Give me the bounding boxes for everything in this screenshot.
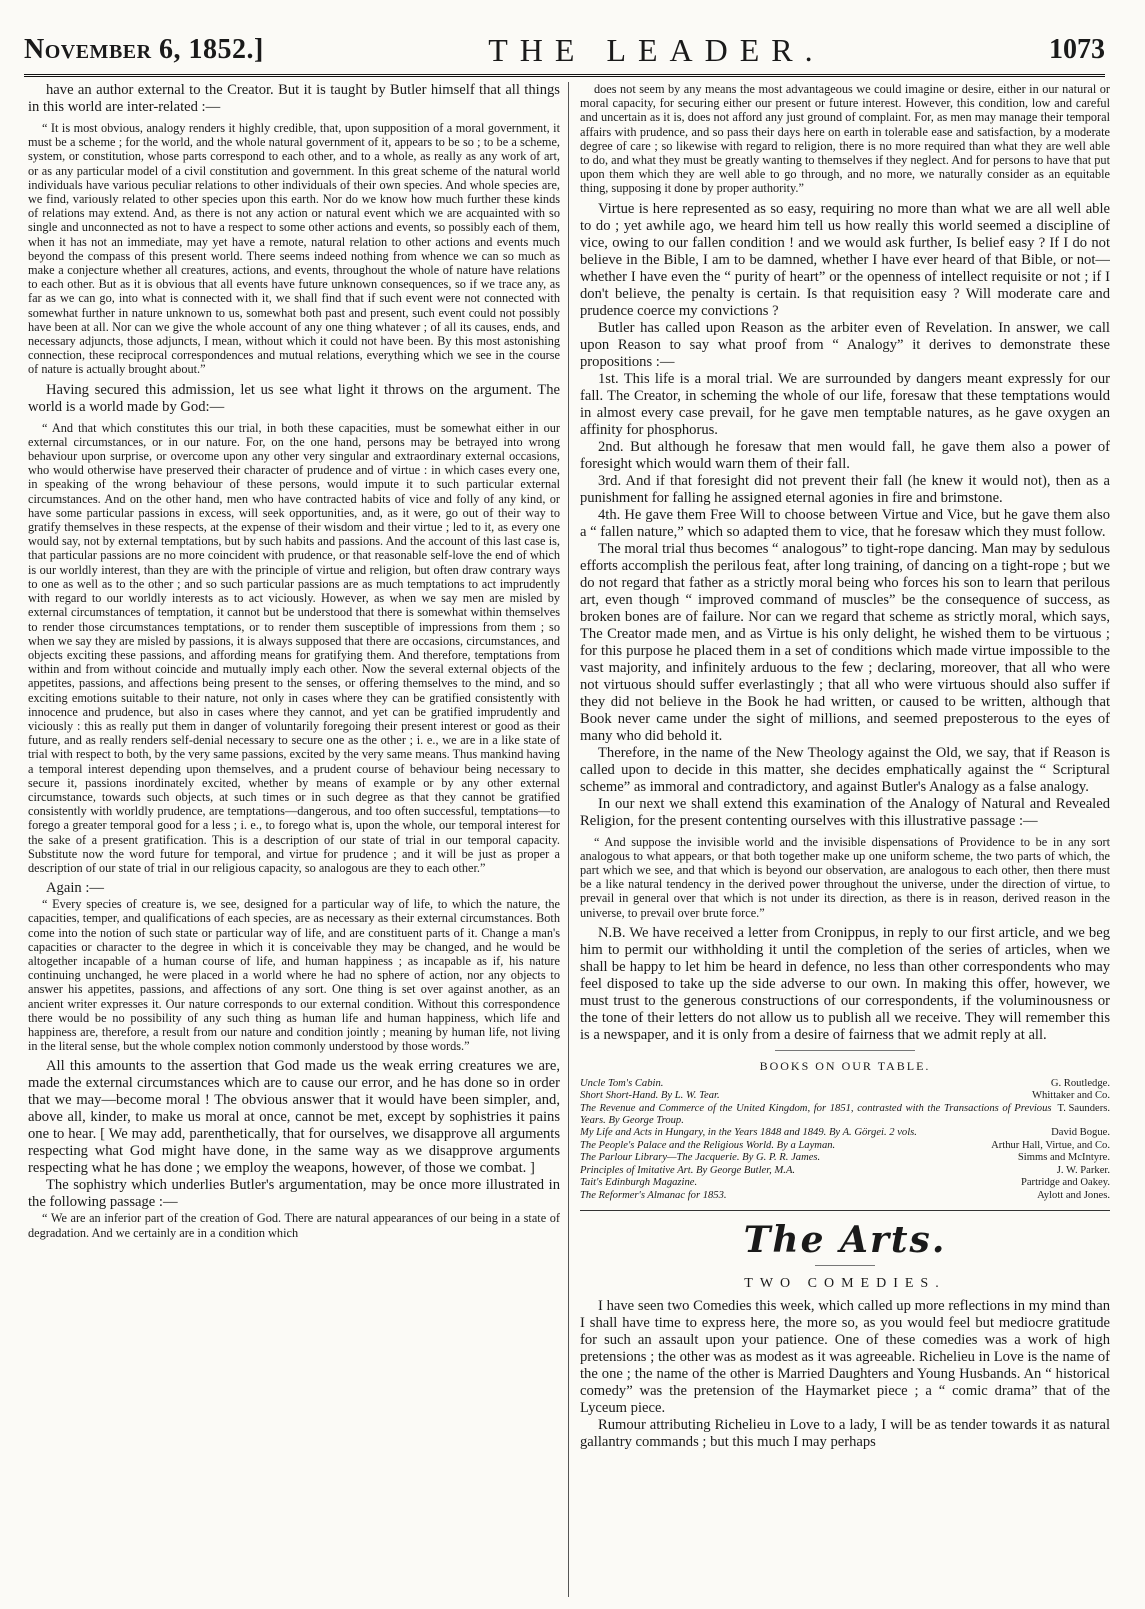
divider [775,1050,915,1051]
book-title: The Revenue and Commerce of the United Kingdom, for 1851, contrasted with the Transactions of Previous Years. By George Troup. [580,1102,1052,1127]
divider [815,1265,875,1266]
block-quote: “ It is most obvious, analogy renders it highly credible, that, upon supposition of a moral government, it must be a scheme ; for the world, and the whole natural government of it, appears to be so ; to be a scheme, system, or constitution, whose parts correspond to each other, and to a whole, as really as any work of art, or as any particular model of a civil constitution and government. In this great scheme of the natural world individuals have various peculiar relations to other individuals of their own species. And whole species are, we find, variously related to other species upon this earth. Nor do we know how much further these kinds of relations may extend. And, as there is not any action or natural event which we are acquainted with so single and unconnected as not to have a respect to some other actions and events, so possibly each of them, when it has not an immediate, may yet have a remote, natural relation to other actions and events much beyond the compass of this present world. There seems indeed nothing from whence we can so much as make a conjecture whether all creatures, actions, and events, throughout the whole of nature have relations to each other. But as it is obvious that all events have future unknown consequences, so if we trace any, as far as we can go, into what is connected with it, we shall find that if such event were not connected with somewhat further in nature unknown to us, somewhat both past and present, such event could not possibly have been at all. Nor can we give the whole account of any one thing whatever ; of all its causes, ends, and necessary adjuncts, those adjuncts, I mean, without which it could not have been. By this most astonishing connection, these reciprocal correspondences and mutual relations, everything which we see in the course of nature is actually brought about.” [28,121,560,377]
books-heading: BOOKS ON OUR TABLE. [759,1058,931,1073]
paragraph: 2nd. But although he foresaw that men would fall, he gave them also a power of foresight which would warn them of their fall. [580,438,1110,472]
book-entry [580,1103,1110,1128]
left-column [28,82,560,1597]
book-entry [580,1078,1110,1090]
book-entry [580,1140,1110,1152]
paragraph: Therefore, in the name of the New Theology against the Old, we say, that if Reason is called upon to decide in this matter, she decides emphatically against the “ Scriptural scheme” as immoral and contradictory, and against Butler's Analogy as a false analogy. [580,744,1110,795]
book-title: The Reformer's Almanac for 1853. [580,1189,727,1201]
block-quote: “ And that which constitutes this our trial, in both these capacities, must be somewhat either in our external circumstances, or in our nature. For, on the one hand, persons may be betrayed into wrong behaviour upon surprise, or overcome upon any other very singular and extraordinary external occasions, who would otherwise have preserved their character of prudence and of virtue : in which cases every one, in speaking of the wrong behaviour of these persons, would impute it to such particular external circumstances. And on the other hand, men who have contracted habits of vice and folly of any kind, or have some particular passions in excess, will seek opportunities, and, as it were, go out of their way to gratify themselves in these respects, at the expense of their wisdom and their virtue ; led to it, as every one would say, not by external temptations, but by such habits and passions. And the account of this last case is, that particular passions are no more coincident with prudence, or that reasonable self-love the end of which is our worldly interest, than they are with the principle of virtue and religion, but often draw contrary ways to one as well as to the other ; and so such particular passions are as much temptations to act imprudently with regard to our worldly interests as to act viciously. However, as when we say men are misled by external circumstances of temptation, it cannot but be understood that there is somewhat within themselves to render those circumstances temptations, or to render them susceptible of impressions from them ; so when we say they are misled by passions, it is always supposed that there are occasions, circumstances, and objects exciting these passions, and affording means for gratifying them. And therefore, temptations from within and from without coincide and mutually imply each other. Now the several external objects of the appetites, passions, and affections being present to the senses, or offering themselves to the mind, and so exciting emotions suitable to their nature, not only in cases where they can be gratified consistently with innocence and prudence, but also in cases where they cannot, and yet can be gratified imprudently and viciously : this as really put them in danger of voluntarily foregoing their present interest or good as their future, and as really renders self-denial necessary to secure one as the other ; i. e., we are in a like state of trial with respect to both, by the very same passions, excited by the very same means. Thus mankind having a temporal interest depending upon themselves, and a prudent course of behaviour being necessary to secure it, passions inordinately excited, whether by means of example or by any other external circumstance, towards such objects, at such times or in such degree as that they cannot be gratified consistently with worldly prudence, are temptations—dangerous, and too often successful, temptations—to forego a greater temporal good for a less ; i. e., to forego what is, upon the whole, our temporal interest for the sake of a present gratification. This is a description of our state of trial in our temporal capacity. Substitute now the word future for temporal, and virtue for prudence ; and it will be just as proper a description of our state of trial in our religious capacity, so analogous are they to each other.” [28,420,560,875]
book-publisher: Whittaker and Co. [1032,1090,1110,1102]
book-title: Principles of Imitative Art. By George Butler, M.A. [580,1164,796,1176]
book-title: Tait's Edinburgh Magazine. [580,1177,698,1189]
masthead [24,26,1105,77]
book-publisher: Aylott and Jones. [1037,1189,1110,1201]
books-list [580,1078,1110,1202]
paragraph: All this amounts to the assertion that God made us the weak erring creatures we are, made the external circumstances which are to cause our error, and he has done so in order that we may—become moral ! The obvious answer that it would have been simpler, and, above all, kinder, to make us moral at once, cannot be met, except by sophistries it pains one to hear. [ We may add, parenthetically, that for ourselves, we disapprove all arguments respecting what God might have done, in the same way as we disapprove arguments respecting what he has done ; we employ the weapons, however, of those we combat. ] [28,1058,560,1177]
paragraph: The sophistry which underlies Butler's argumentation, may be once more illustrated in the following passage :— [28,1177,560,1211]
book-publisher: David Bogue. [1051,1127,1110,1139]
arts-heading: The Arts. [743,1218,947,1261]
book-publisher: Arthur Hall, Virtue, and Co. [991,1139,1110,1151]
paragraph: N.B. We have received a letter from Cronippus, in reply to our first article, and we beg him to permit our withholding it until the completion of the series of articles, when we shall be happy to let him be heard in defence, no less than other correspondents who may feel disposed to take up the side adverse to our own. In making this offer, however, we must trust to the generous constructions of our correspondents, if the voluminousness or the tone of their letters do not allow us to publish all we receive. They will remember this is a newspaper, and it is only from a desire of fairness that we admit reply at all. [580,924,1110,1043]
book-entry [580,1190,1110,1202]
book-entry [580,1165,1110,1177]
column-rule [568,82,569,1597]
paragraph: Virtue is here represented as so easy, requiring no more than what we are all well able to do ; yet awhile ago, we heard him tell us how really this world seemed a discipline of vice, owing to our fallen condition ! and we would ask further, Is belief easy ? If I do not believe in the Bible, I am to be damned, whether I have ever heard of that Bible, or not—whether I have even the “ purity of heart” or the openness of intellect requisite or not ; if I don't believe, the penalty is certain. Is that requisition easy ? Will moderate care and prudence coerce my convictions ? [580,200,1110,319]
book-entry [580,1177,1110,1189]
paragraph: I have seen two Comedies this week, which called up more reflections in my mind than I shall have time to express here, the more so, as you would feel but mediocre gratitude for such an assault upon your patience. One of these comedies was a work of high pretensions ; the other was as modest as it was agreeable. Richelieu in Love is the name of the one ; the name of the other is Married Daughters and Young Husbands. An “ historical comedy” was the pretension of the Haymarket piece ; a “ comic drama” that of the Lyceum piece. [580,1297,1110,1416]
issue-date: November 6, 1852.] [24,34,264,65]
paragraph: In our next we shall extend this examination of the Analogy of Natural and Revealed Religion, for the present contenting ourselves with this illustrative passage :— [580,795,1110,829]
section-divider [580,1210,1110,1211]
book-title: The Parlour Library—The Jacquerie. By G. P. R. James. [580,1152,821,1164]
paragraph: The moral trial thus becomes “ analogous” to tight-rope dancing. Man may by sedulous efforts accomplish the perilous feat, after long training, of dancing on a tight-rope ; but we do not regard that father as a strictly moral being who forces his son to learn that perilous art, even though “ improved command of muscles” be the consequence of success, as broken bones are of failure. Nor can we regard that scheme as strictly moral, which says, The Creator made men, and as Virtue is his only delight, he wished them to be virtuous ; for this purpose he placed them in a set of conditions which made virtue impossible to the vast majority, and infinitely arduous to the few ; declaring, moreover, that all who were not virtuous should suffer everlastingly ; that all who were virtuous should also suffer if they did not believe in the Book he had written, or caused to be written, although that Book never came under the sight of millions, and seemed preposterous to the eyes of many who did behold it. [580,540,1110,744]
block-quote: does not seem by any means the most advantageous we could imagine or desire, either in our natural or moral capacity, for securing either our present or future interest. However, this condition, low and careful and uncertain as it is, does not afford any just ground of complaint. For, as men may manage their temporal affairs with prudence, and so pass their days here on earth in tolerable ease and satisfaction, by a moderate degree of care ; so likewise with regard to religion, there is no more required than what they are well able to do, and what they must be greatly wanting to themselves if they neglect. And for persons to have that put upon them which they are well able to go through, and no more, we naturally consider as an equitable thing, supposing it done by proper authority.” [580,82,1110,196]
book-entry [580,1090,1110,1102]
paragraph: Having secured this admission, let us see what light it throws on the argument. The world is a world made by God:— [28,381,560,415]
book-entry [580,1152,1110,1164]
article-heading: TWO COMEDIES. [744,1275,946,1291]
book-publisher: G. Routledge. [1050,1077,1110,1089]
paragraph: 4th. He gave them Free Will to choose between Virtue and Vice, but he gave them also a “ fallen nature,” which so adapted them to vice, that he foresaw which they must follow. [580,506,1110,540]
block-quote: “ Every species of creature is, we see, designed for a particular way of life, to which the nature, the capacities, temper, and qualifications of each species, are as necessary as their external circumstances. Both come into the notion of such state or particular way of life, and are constituent parts of it. Change a man's capacities or character to the degree in which it is conceivable they may be changed, and he would be altogether incapable of a human course of life, and human happiness ; as incapable as if, his nature continuing unchanged, he were placed in a world where he had no sphere of action, nor any objects to answer his appetites, passions, and affections of any sort. One thing is set over against another, as an ancient writer expresses it. Our nature corresponds to our external condition. Without this correspondence there would be no possibility of any such thing as human life and human happiness, which life and happiness are, therefore, a result from our nature and condition jointly ; meaning by human life, not living in the literal sense, but the whole complex notion commonly understood by those words.” [28,897,560,1054]
paragraph: 3rd. And if that foresight did not prevent their fall (he knew it would not), then as a punishment for falling he assigned eternal agonies in fire and brimstone. [580,472,1110,506]
paragraph: Rumour attributing Richelieu in Love to a lady, I will be as tender towards it as natural gallantry commands ; but this much I may perhaps [580,1416,1110,1450]
book-entry [580,1127,1110,1139]
book-publisher: Partridge and Oakey. [1020,1177,1110,1189]
book-title: My Life and Acts in Hungary, in the Years 1848 and 1849. By A. Görgei. 2 vols. [580,1127,917,1139]
book-publisher: J. W. Parker. [1056,1164,1110,1176]
book-publisher: Simms and McIntyre. [1017,1152,1110,1164]
paragraph: have an author external to the Creator. But it is taught by Butler himself that all things in this world are inter-related :— [28,82,560,115]
block-quote: “ We are an inferior part of the creation of God. There are natural appearances of our being in a state of degradation. And we certainly are in a condition which [28,1211,560,1240]
book-title: The People's Palace and the Religious World. By a Layman. [580,1139,836,1151]
paragraph: Again :— [46,880,104,897]
book-title: Short Short-Hand. By L. W. Tear. [580,1090,720,1102]
book-title: Uncle Tom's Cabin. [580,1077,664,1089]
page-number: 1073 [1048,34,1105,65]
paragraph: Butler has called upon Reason as the arbiter even of Revelation. In answer, we call upon Reason to say what proof from “ Analogy” it derives to demonstrate these propositions :— [580,319,1110,370]
right-column [580,82,1110,1597]
newspaper-title: THE LEADER. [488,31,825,68]
book-publisher: T. Saunders. [1057,1102,1110,1114]
paragraph: 1st. This life is a moral trial. We are surrounded by dangers meant expressly for our fall. The Creator, in scheming the whole of our life, foresaw that these temptations would in almost every case prevail, for he gave men temptable natures, as he gave oxygen an affinity for phosphorus. [580,370,1110,438]
block-quote: “ And suppose the invisible world and the invisible dispensations of Providence to be in any sort analogous to what appears, or that both together make up one uniform scheme, the two parts of which, the part which we see, and that which is beyond our observation, are analogous to each other, then there must be a like natural tendency in the derived power throughout the universe, under the direction of virtue, to prevail in general over that which is not under its direction, as there is in reason, derived reason in the universe, to prevail over brute force.” [580,834,1110,920]
